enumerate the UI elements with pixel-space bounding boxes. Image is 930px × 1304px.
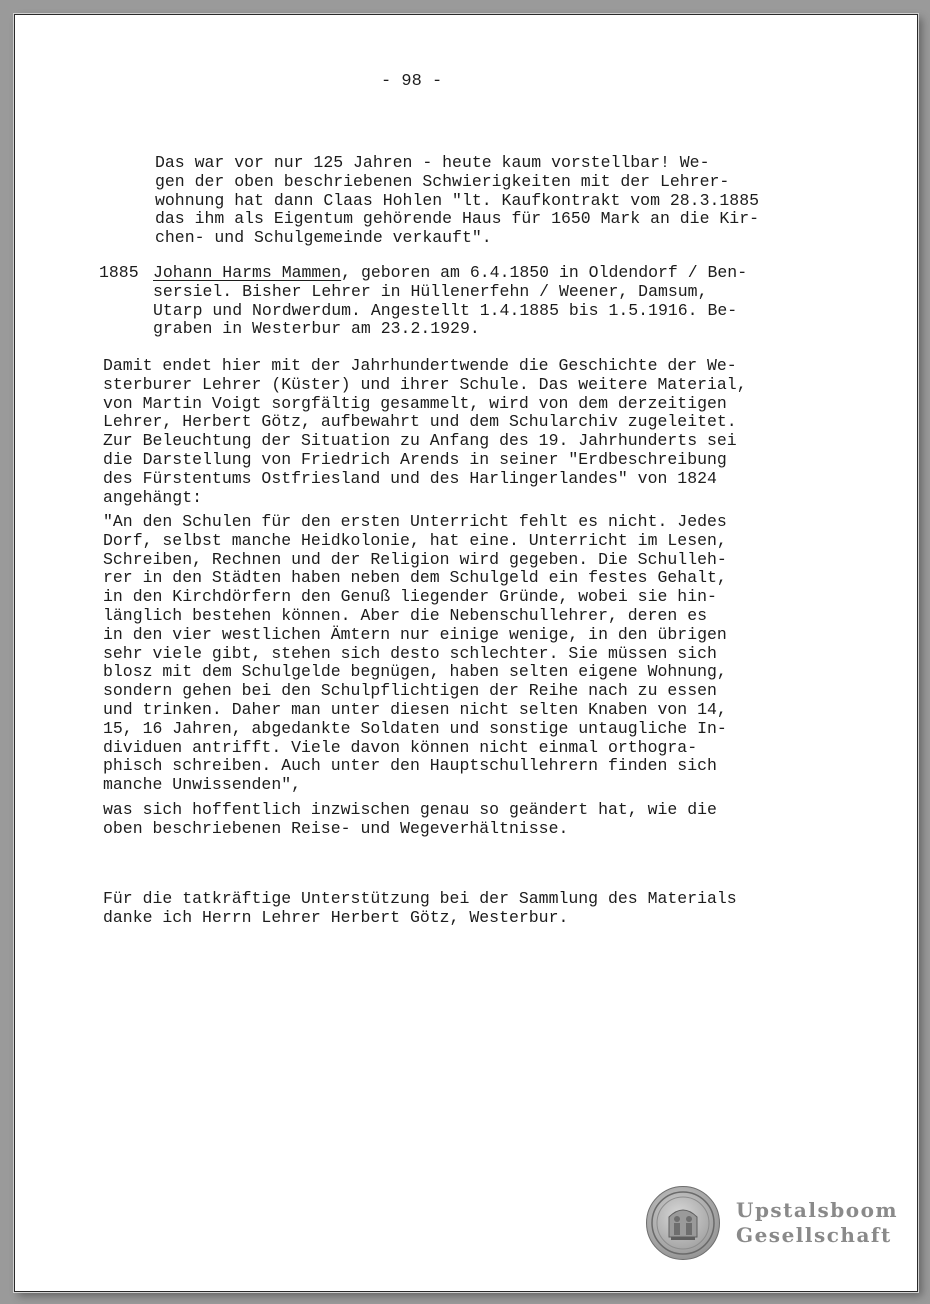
teacher-entry-details: sersiel. Bisher Lehrer in Hüllenerfehn / Weener, Damsum, Utarp und Nordwerdum. Angestellt 1.4.1885 bis 1.5.1916. Be- graben in Westerbur am 23.2.1929.	[153, 281, 738, 339]
document-page	[14, 14, 918, 1292]
seal-logo	[646, 1186, 720, 1260]
teacher-name: Johann Harms Mammen	[153, 263, 342, 282]
watermark-line-1: Upstalsboom	[736, 1198, 899, 1222]
paragraph-history: Damit endet hier mit der Jahrhundertwende die Geschichte der We- sterburer Lehrer (Küster) und ihrer Schule. Das weitere Material, von Martin Voigt sorgfältig gesammelt, wird von dem derzeitigen Lehrer, Herbert Götz, aufbewahrt und dem Schularchiv zugeleitet. Zur Beleuchtung der Situation zu Anfang des 19. Jahrhunderts sei die Darstellung von Friedrich Arends in seiner "Erdbeschreibung des Fürstentums Ostfriesland und des Harlingerlandes" von 1824 angehängt:	[103, 356, 747, 507]
paragraph-intro: Das war vor nur 125 Jahren - heute kaum vorstellbar! We- gen der oben beschriebenen Schwierigkeiten mit der Lehrer- wohnung hat dann Claas Hohlen "lt. Kaufkontrakt vom 28.3.1885 das ihm als Eigentum gehörende Haus für 1650 Mark an die Kir- chen- und Schulgemeinde verkauft".	[155, 153, 759, 248]
paragraph-closing: was sich hoffentlich inzwischen genau so geändert hat, wie die oben beschriebenen Reise- und Wegeverhältnisse.	[103, 800, 717, 838]
page-number: - 98 -	[381, 72, 443, 91]
seal-emblem-icon	[647, 1187, 719, 1259]
teacher-entry-first-line: , geboren am 6.4.1850 in Oldendorf / Ben-	[341, 263, 748, 282]
entry-year: 1885	[99, 263, 139, 282]
acknowledgement: Für die tatkräftige Unterstützung bei der Sammlung des Materials danke ich Herrn Lehrer Herbert Götz, Westerbur.	[103, 889, 737, 927]
watermark-line-2: Gesellschaft	[736, 1223, 892, 1247]
arends-quote: "An den Schulen für den ersten Unterricht fehlt es nicht. Jedes Dorf, selbst manche Heidkolonie, hat eine. Unterricht im Lesen, Schreiben, Rechnen und der Religion wird gegeben. Die Schulleh- rer in den Städten haben neben dem Schulgeld ein festes Gehalt, in den Kirchdörfern den Genuß liegender Gründe, wobei sie hin- länglich bestehen können. Aber die Nebenschullehrer, deren es in den vier westlichen Ämtern nur einige wenige, in den übrigen sehr viele gibt, stehen sich desto schlechter. Sie müssen sich blosz mit dem Schulgelde begnügen, haben selten eigene Wohnung, sondern gehen bei den Schulpflichtigen der Reihe nach zu essen und trinken. Daher man unter diesen nicht selten Knaben von 14, 15, 16 Jahren, abgedankte Soldaten und sonstige untaugliche In- dividuen antrifft. Viele davon können nicht einmal orthogra- phisch schreiben. Auch unter den Hauptschullehrern finden sich manche Unwissenden",	[103, 512, 727, 795]
teacher-entry	[153, 264, 747, 339]
society-watermark	[736, 1198, 898, 1248]
